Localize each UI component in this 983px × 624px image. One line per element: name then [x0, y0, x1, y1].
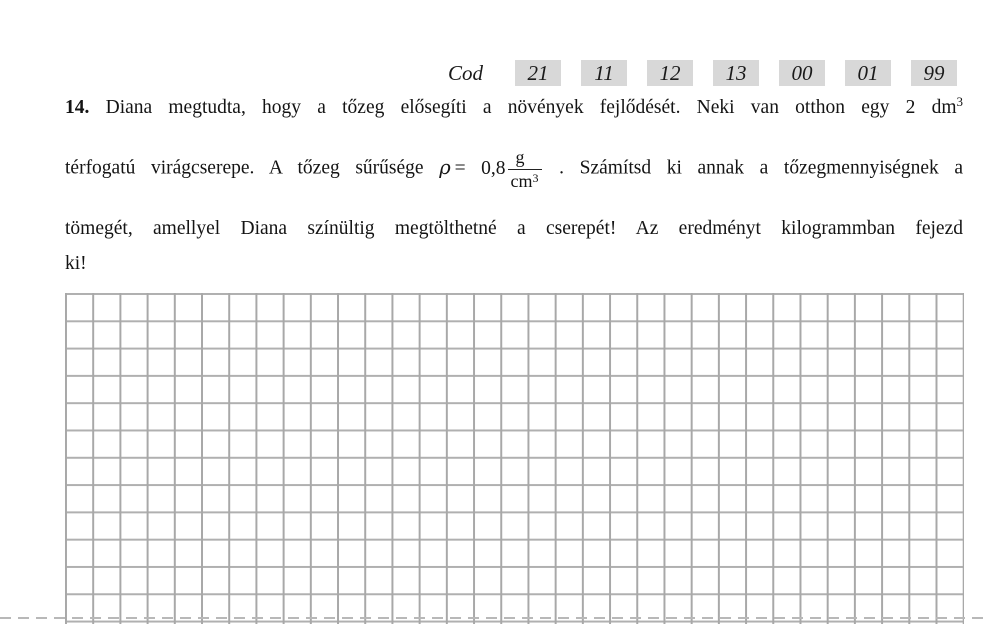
code-row-label: Cod	[448, 60, 484, 85]
page-edge-dashed-line	[0, 617, 983, 619]
code-box: 12	[647, 60, 693, 86]
problem-text: térfogatú virágcserepe. A tőzeg sűrűsége	[65, 157, 424, 179]
unit-fraction	[508, 147, 542, 191]
code-box: 11	[581, 60, 627, 86]
problem-number: 14.	[65, 97, 90, 118]
rho-symbol: ρ	[439, 155, 451, 179]
fraction-numerator: g	[515, 147, 525, 167]
fraction-denominator: $cm^3$	[508, 169, 542, 192]
formula-relation: = 0,8	[454, 157, 506, 179]
code-box: 99	[911, 60, 957, 86]
problem-text-line-4: ki!	[65, 253, 87, 274]
code-box: 01	[845, 60, 891, 86]
problem-text-line-3: tömegét, amellyel Diana színültig megtölthetné a cserepét! Az eredményt kilogrammban fejezd	[65, 218, 963, 239]
problem-text: Diana megtudta, hogy a tőzeg elősegíti a növények fejlődését. Neki van otthon egy	[105, 97, 890, 118]
denominator-exponent: 3	[532, 170, 539, 185]
volume-value: 2 $dm^3$	[905, 94, 964, 118]
density-formula	[439, 147, 543, 191]
code-row	[448, 60, 957, 86]
volume-exponent: 3	[956, 94, 964, 109]
code-box: 13	[713, 60, 759, 86]
problem-text: . Számítsd ki annak a tőzegmennyiségnek a	[559, 157, 964, 179]
code-box: 00	[779, 60, 825, 86]
answer-grid	[65, 293, 964, 624]
problem-text-line-1	[65, 96, 963, 119]
code-box: 21	[515, 60, 561, 86]
problem-text-line-2	[65, 147, 963, 191]
